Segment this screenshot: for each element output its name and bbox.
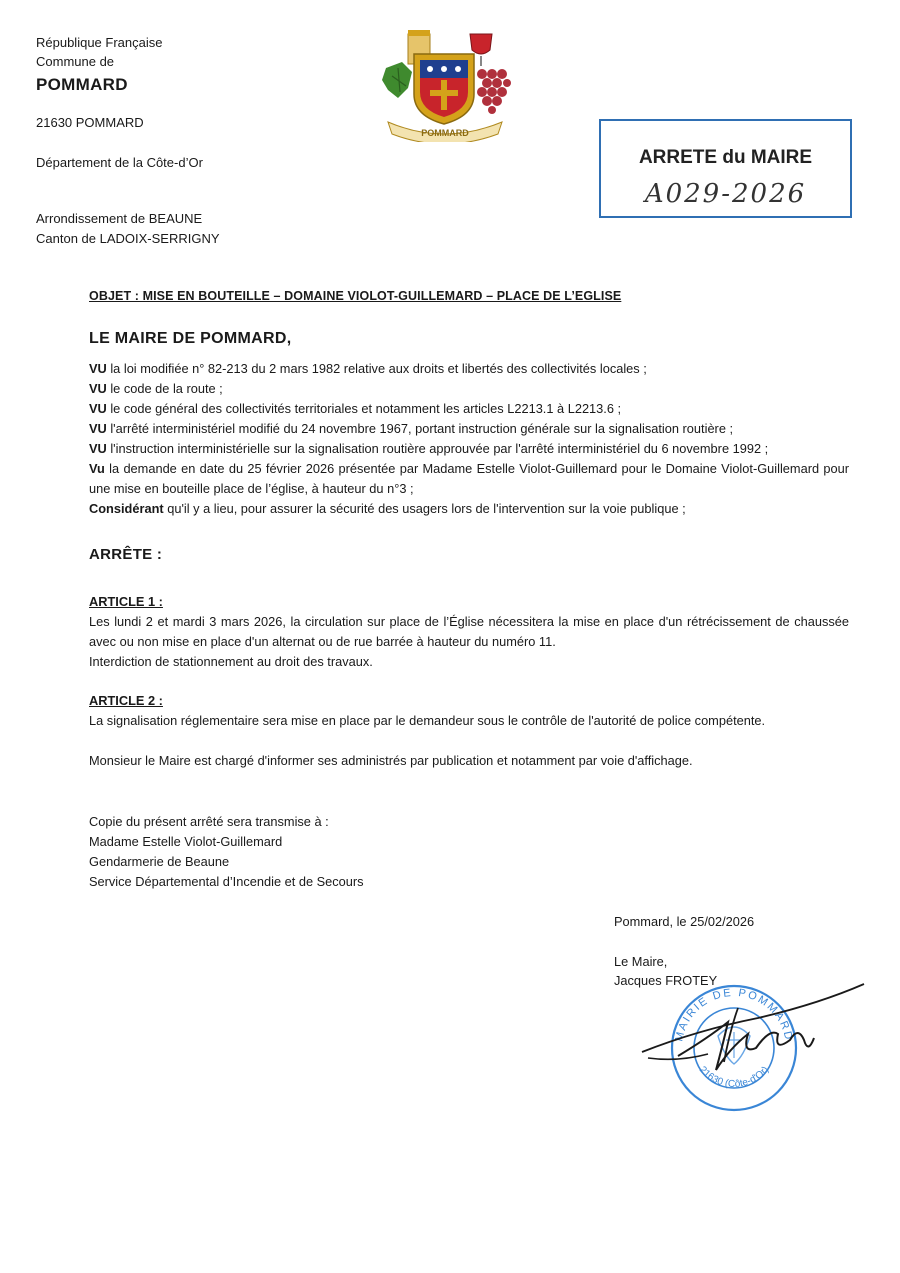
arrete-number: A029-2026 [644,179,807,209]
vu-item [89,379,849,399]
vu-keyword: VU [89,421,107,436]
vu-text: la loi modifiée n° 82-213 du 2 mars 1982 relative aux droits et libertés des collectivités locales ; [106,361,647,376]
arrete-reference-box [599,119,852,218]
copies-recipient: Gendarmerie de Beaune [89,854,230,869]
vu-keyword: Vu [89,461,105,476]
vu-item [89,359,849,379]
article-1-text: Les lundi 2 et mardi 3 mars 2026, la circulation sur place de l’Église nécessitera la mise en place d'un rétrécissement de chaussée avec ou non mise en place d'un alternat ou de rue barrée à hauteur du numéro 11. [89,614,849,649]
copies-recipient: Service Départemental d’Incendie et de Secours [89,874,364,889]
place-date: Pommard, le 25/02/2026 [614,914,755,929]
header-commune-name: POMMARD [36,75,128,94]
copies-intro: Copie du présent arrêté sera transmise à : [89,814,329,829]
vu-text: le code général des collectivités territoriales et notamment les articles L2213.1 à L2213.6 ; [106,401,622,416]
official-stamp-and-signature [638,978,868,1118]
signatory-name: Jacques FROTEY [614,973,718,988]
objet-line: OBJET : MISE EN BOUTEILLE – DOMAINE VIOLOT-GUILLEMARD – PLACE DE L’EGLISE [89,289,622,303]
vu-item [89,439,849,459]
logo-banner-text: POMMARD [421,128,469,138]
header-arrondissement: Arrondissement de BEAUNE [36,211,203,226]
maire-charge-text: Monsieur le Maire est chargé d'informer ses administrés par publication et notamment par voie d'affichage. [89,753,693,768]
vu-item [89,399,849,419]
vu-keyword: VU [89,441,107,456]
article-2-title: ARTICLE 2 : [89,693,163,708]
considerant-keyword: Considérant [89,501,164,516]
svg-text:21630 (Côte-d'Or) [697,1064,771,1090]
copies-block [89,812,849,892]
pommard-coat-of-arms-logo [378,28,512,142]
vu-text: l'instruction interministérielle sur la signalisation routière approuvée par l'arrêté interministériel du 6 novembre 1992 ; [106,441,769,456]
arrete-heading: ARRÊTE : [89,546,163,563]
stamp-text: MAIRIE DE POMMARD [673,986,795,1043]
header-republic: République Française [36,35,163,50]
header-departement: Département de la Côte-d’Or [36,155,203,170]
maire-title: LE MAIRE DE POMMARD, [89,330,292,347]
article-1-parking: Interdiction de stationnement au droit des travaux. [89,654,373,669]
vu-item [89,419,849,439]
header-commune-label: Commune de [36,54,115,69]
signature-stroke [648,1054,708,1059]
header-postal: 21630 POMMARD [36,115,144,130]
vu-list [89,359,849,519]
header-canton: Canton de LADOIX-SERRIGNY [36,231,220,246]
arrete-title: ARRETE du MAIRE [638,147,813,168]
vu-text: qu'il y a lieu, pour assurer la sécurité des usagers lors de l'intervention sur la voie publique ; [163,501,686,516]
article-1-title: ARTICLE 1 : [89,594,163,609]
signature-stroke [724,1008,738,1062]
vu-keyword: VU [89,381,107,396]
vu-item [89,459,849,499]
stamp-subtext: 21630 (Côte-d'Or) [696,1064,772,1091]
vu-text: l'arrêté interministériel modifié du 24 novembre 1967, portant instruction générale sur la signalisation routière ; [106,421,734,436]
vu-keyword: VU [89,361,107,376]
vu-keyword: VU [89,401,107,416]
vu-item [89,499,849,519]
article-2-text: La signalisation réglementaire sera mise en place par le demandeur sous le contrôle de l'autorité de police compétente. [89,713,766,728]
vu-text: la demande en date du 25 février 2026 présentée par Madame Estelle Violot-Guillemard pour le Domaine Violot-Guillemard pour une mise en bouteille place de l’église, à hauteur du n°3 ; [89,461,849,496]
copies-recipient: Madame Estelle Violot-Guillemard [89,834,283,849]
vu-text: le code de la route ; [106,381,223,396]
signatory-role: Le Maire, [614,954,668,969]
